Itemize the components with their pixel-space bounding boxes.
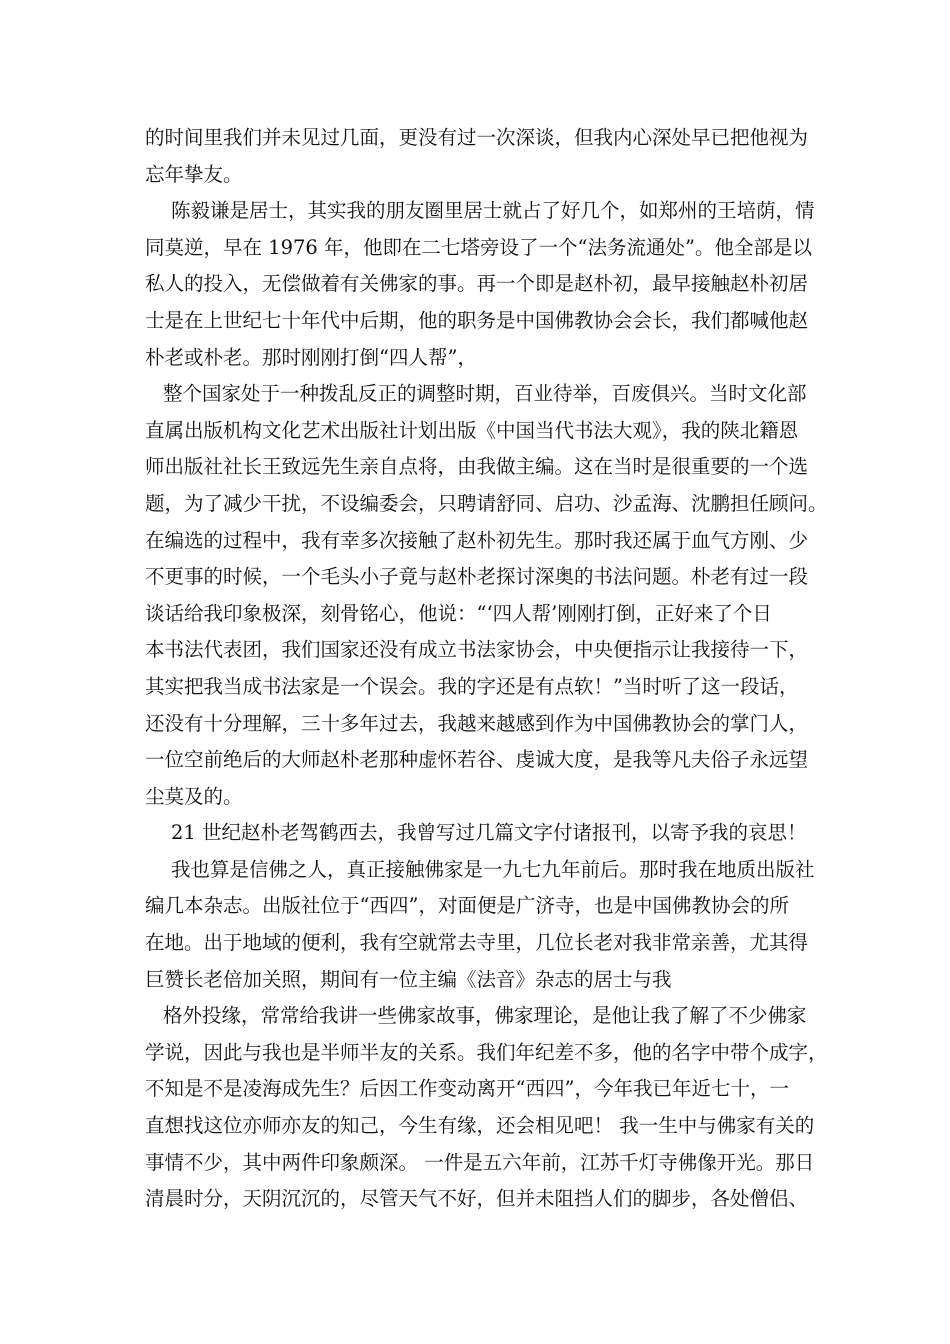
text-line: 清晨时分，天阴沉沉的，尽管天气不好，但并未阻挡人们的脚步，各处僧侣、 <box>145 1187 809 1211</box>
text-line: 私人的投入，无偿做着有关佛家的事。再一个即是赵朴初，最早接触赵朴初居 <box>145 272 809 296</box>
text-line: 在编选的过程中，我有幸多次接触了赵朴初先生。那时我还属于血气方刚、少 <box>145 528 809 552</box>
text-line: 整个国家处于一种拨乱反正的调整时期，百业待举，百废俱兴。当时文化部 <box>163 382 807 406</box>
text-line: 题，为了减少干扰，不设编委会，只聘请舒同、启功、沙孟海、沈鹏担任顾问。 <box>145 491 828 515</box>
text-line: 学说，因此与我也是半师半友的关系。我们年纪差不多，他的名字中带个成字， <box>145 1040 828 1064</box>
text-line: 谈话给我印象极深，刻骨铭心，他说：“‘四人帮’刚刚打倒，正好来了个日 <box>145 601 772 625</box>
text-line: 本书法代表团，我们国家还没有成立书法家协会，中央便指示让我接待一下， <box>145 638 809 662</box>
text-line: 其实把我当成书法家是一个误会。我的字还是有点软！”当时听了这一段话， <box>145 674 799 698</box>
text-line: 士是在上世纪七十年代中后期，他的职务是中国佛教协会会长，我们都喊他赵 <box>145 308 809 332</box>
text-line: 一位空前绝后的大师赵朴老那种虚怀若谷、虔诚大度，是我等凡夫俗子永远望 <box>145 748 809 772</box>
text-line: 忘年挚友。 <box>145 162 243 186</box>
text-line: 格外投缘，常常给我讲一些佛家故事，佛家理论，是他让我了解了不少佛家 <box>163 1004 807 1028</box>
text-line: 还没有十分理解，三十多年过去，我越来越感到作为中国佛教协会的掌门人， <box>145 711 809 735</box>
text-line: 尘莫及的。 <box>145 784 243 808</box>
text-line: 不更事的时候，一个毛头小子竟与赵朴老探讨深奥的书法问题。朴老有过一段 <box>145 565 809 589</box>
text-line: 同莫逆，早在 1976 年，他即在二七塔旁设了一个“法务流通处”。他全部是以 <box>145 235 812 259</box>
text-line: 直属出版机构文化艺术出版社计划出版《中国当代书法大观》，我的陕北籍恩 <box>145 418 799 442</box>
text-line: 编几本杂志。出版社位于“西四”，对面便是广济寺，也是中国佛教协会的所 <box>145 894 789 918</box>
text-line: 的时间里我们并未见过几面，更没有过一次深谈，但我内心深处早已把他视为 <box>145 126 809 149</box>
text-line: 事情不少，其中两件印象颇深。 一件是五六年前，江苏千灯寺佛像开光。那日 <box>145 1150 815 1174</box>
text-line: 陈毅谦是居士，其实我的朋友圈里居士就占了好几个，如郑州的王培荫，情 <box>171 199 815 223</box>
text-line: 师出版社社长王致远先生亲自点将，由我做主编。这在当时是很重要的一个选 <box>145 455 809 479</box>
text-line: 直想找这位亦师亦友的知己，今生有缘，还会相见吧！ 我一生中与佛家有关的 <box>145 1114 815 1138</box>
text-line: 巨赞长老倍加关照，期间有一位主编《法音》杂志的居士与我 <box>145 967 672 991</box>
body-text <box>145 120 828 1218</box>
text-line: 我也算是信佛之人，真正接触佛家是一九七九年前后。那时我在地质出版社 <box>171 857 815 881</box>
text-line: 21 世纪赵朴老驾鹤西去，我曾写过几篇文字付诸报刊，以寄予我的哀思！ <box>171 821 807 845</box>
text-line: 朴老或朴老。那时刚刚打倒“四人帮”， <box>145 345 477 369</box>
text-line: 不知是不是凌海成先生？后因工作变动离开“西四”，今年我已年近七十，一 <box>145 1077 789 1101</box>
text-line: 在地。出于地域的便利，我有空就常去寺里，几位长老对我非常亲善，尤其得 <box>145 931 809 955</box>
